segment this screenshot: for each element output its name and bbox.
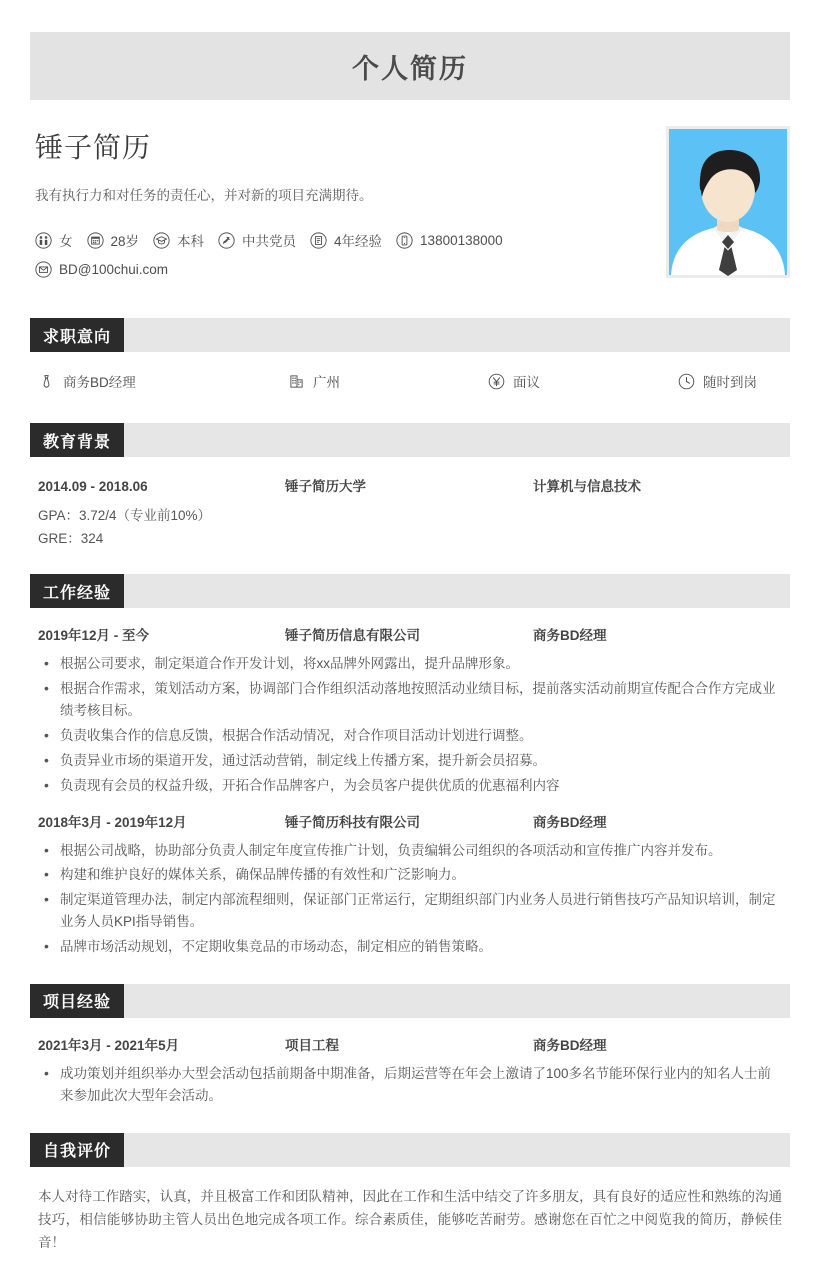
work-entry-header (38, 624, 782, 644)
work-bullet-list (38, 840, 782, 958)
list-item: • 根据公司战略，协助部分负责人制定年度宣传推广计划，负责编辑公司组织的各项活动和宣传推广内容并发布。 (38, 840, 782, 862)
project-entry-header (38, 1034, 782, 1054)
work-bullet-list (38, 653, 782, 796)
graduation-cap-icon (153, 232, 170, 249)
gender-icon (35, 232, 52, 249)
project-date: 2021年3月 - 2021年5月 (38, 1037, 180, 1053)
education-block (30, 457, 790, 556)
list-item: • 制定渠道管理办法，制定内部流程细则，保证部门正常运行，定期组织部门内业务人员进行销售技巧产品知识培训，制定业务人员KPI指导销售。 (38, 889, 782, 933)
education-date: 2014.09 - 2018.06 (38, 479, 148, 494)
self-evaluation-block (30, 1167, 790, 1264)
project-experience-entry (38, 1034, 782, 1107)
work-date: 2019年12月 - 至今 (38, 628, 150, 644)
job-intention-salary-value: 面议 (513, 375, 540, 390)
section-title-project-experience: 项目经验 (30, 984, 124, 1018)
job-intention-position-value: 商务BD经理 (63, 375, 136, 390)
job-intention-row (30, 352, 790, 405)
candidate-tagline: 我有执行力和对任务的责任心，并对新的项目充满期待。 (35, 188, 373, 203)
page-title: 个人简历 (352, 53, 468, 84)
list-item: • 负责收集合作的信息反馈，根据合作活动情况，对合作项目活动计划进行调整。 (38, 725, 782, 747)
info-value-education: 本科 (177, 234, 205, 250)
section-header-education (30, 423, 790, 457)
project-role: 商务BD经理 (533, 1037, 607, 1053)
info-value-age: 28岁 (110, 234, 140, 250)
info-item-political-status (218, 230, 296, 250)
calendar-icon (87, 232, 104, 249)
education-school: 锤子简历大学 (285, 479, 366, 494)
info-item-gender (35, 230, 73, 250)
email-icon (35, 261, 52, 278)
info-value-phone: 13800138000 (420, 232, 503, 248)
education-detail-gre: GRE：324 (38, 531, 104, 547)
building-icon (288, 373, 305, 390)
job-intention-city-value: 广州 (313, 375, 340, 390)
work-experience-entry (38, 811, 782, 958)
section-title-work-experience: 工作经验 (30, 574, 124, 608)
list-item: • 根据公司要求，制定渠道合作开发计划，将xx品牌外网露出，提升品牌形象。 (38, 653, 782, 675)
work-company: 锤子简历信息有限公司 (285, 628, 420, 644)
info-item-email (35, 261, 168, 278)
list-item: • 根据合作需求，策划活动方案，协调部门合作组织活动落地按照活动业绩目标，提前落实活动前期宣传配合合作方完成业绩考核目标。 (38, 678, 782, 722)
work-experience-block (30, 608, 790, 965)
candidate-name: 锤子简历 (35, 132, 152, 163)
work-entry-header (38, 811, 782, 831)
profile-details (30, 126, 666, 289)
info-item-experience (310, 230, 382, 250)
list-item: • 成功策划并组织举办大型会活动包括前期备中期准备，后期运营等在年会上激请了100多名节能环保行业内的知名人士前来参加此次大型年会活动。 (38, 1063, 782, 1107)
job-intention-availability (678, 371, 757, 391)
avatar (666, 126, 790, 278)
info-item-education (153, 230, 204, 250)
info-value-political-status: 中共党员 (242, 234, 297, 250)
phone-icon (396, 232, 413, 249)
basic-info-list (35, 230, 615, 289)
job-intention-city (288, 371, 488, 391)
work-company: 锤子简历科技有限公司 (285, 814, 420, 830)
education-entry-header (38, 475, 782, 495)
section-header-job-intention (30, 318, 790, 352)
work-experience-entry (38, 624, 782, 796)
work-date: 2018年3月 - 2019年12月 (38, 814, 187, 830)
resume-page (0, 32, 820, 1251)
job-intention-availability-value: 随时到岗 (703, 375, 757, 390)
section-title-education: 教育背景 (30, 423, 124, 457)
list-item: • 品牌市场活动规划，不定期收集竞品的市场动态，制定相应的销售策略。 (38, 936, 782, 958)
education-major: 计算机与信息技术 (533, 479, 641, 494)
document-icon (310, 232, 327, 249)
list-item: • 负责异业市场的渠道开发，通过活动营销，制定线上传播方案，提升新会员招募。 (38, 750, 782, 772)
yen-icon (488, 373, 505, 390)
self-evaluation-text: 本人对待工作踏实，认真，并且极富工作和团队精神，因此在工作和生活中结交了许多朋友，具有良好的适应性和熟练的沟通技巧，相信能够协助主管人员出色地完成各项工作。综合素质佳，能够吃苦耐劳。感谢您在百忙之中阅览我的简历，静候佳音！ (38, 1188, 782, 1251)
education-detail-gpa: GPA：3.72/4（专业前10%） (38, 508, 212, 523)
info-item-age (87, 230, 140, 250)
project-name: 项目工程 (285, 1037, 339, 1053)
work-role: 商务BD经理 (533, 814, 607, 830)
job-intention-salary (488, 371, 678, 391)
list-item: • 构建和维护良好的媒体关系，确保品牌传播的有效性和广泛影响力。 (38, 864, 782, 886)
section-header-project-experience (30, 984, 790, 1018)
list-item: • 负责现有会员的权益升级，开拓合作品牌客户，为会员客户提供优质的优惠福利内容 (38, 775, 782, 797)
resume-title-banner (30, 32, 790, 100)
info-value-gender: 女 (59, 234, 73, 250)
project-bullet-list (38, 1063, 782, 1107)
info-item-phone (396, 232, 503, 249)
work-role: 商务BD经理 (533, 628, 607, 644)
section-title-self-evaluation: 自我评价 (30, 1133, 124, 1167)
section-header-self-evaluation (30, 1133, 790, 1167)
section-header-work-experience (30, 574, 790, 608)
avatar-illustration (669, 129, 787, 275)
clock-icon (678, 373, 695, 390)
party-emblem-icon (218, 232, 235, 249)
necktie-icon (38, 373, 55, 390)
info-value-experience: 4年经验 (334, 234, 383, 250)
info-value-email: BD@100chui.com (59, 262, 169, 278)
project-experience-block (30, 1018, 790, 1115)
job-intention-position (38, 371, 288, 391)
section-title-job-intention: 求职意向 (30, 318, 124, 352)
profile-block (30, 100, 790, 300)
